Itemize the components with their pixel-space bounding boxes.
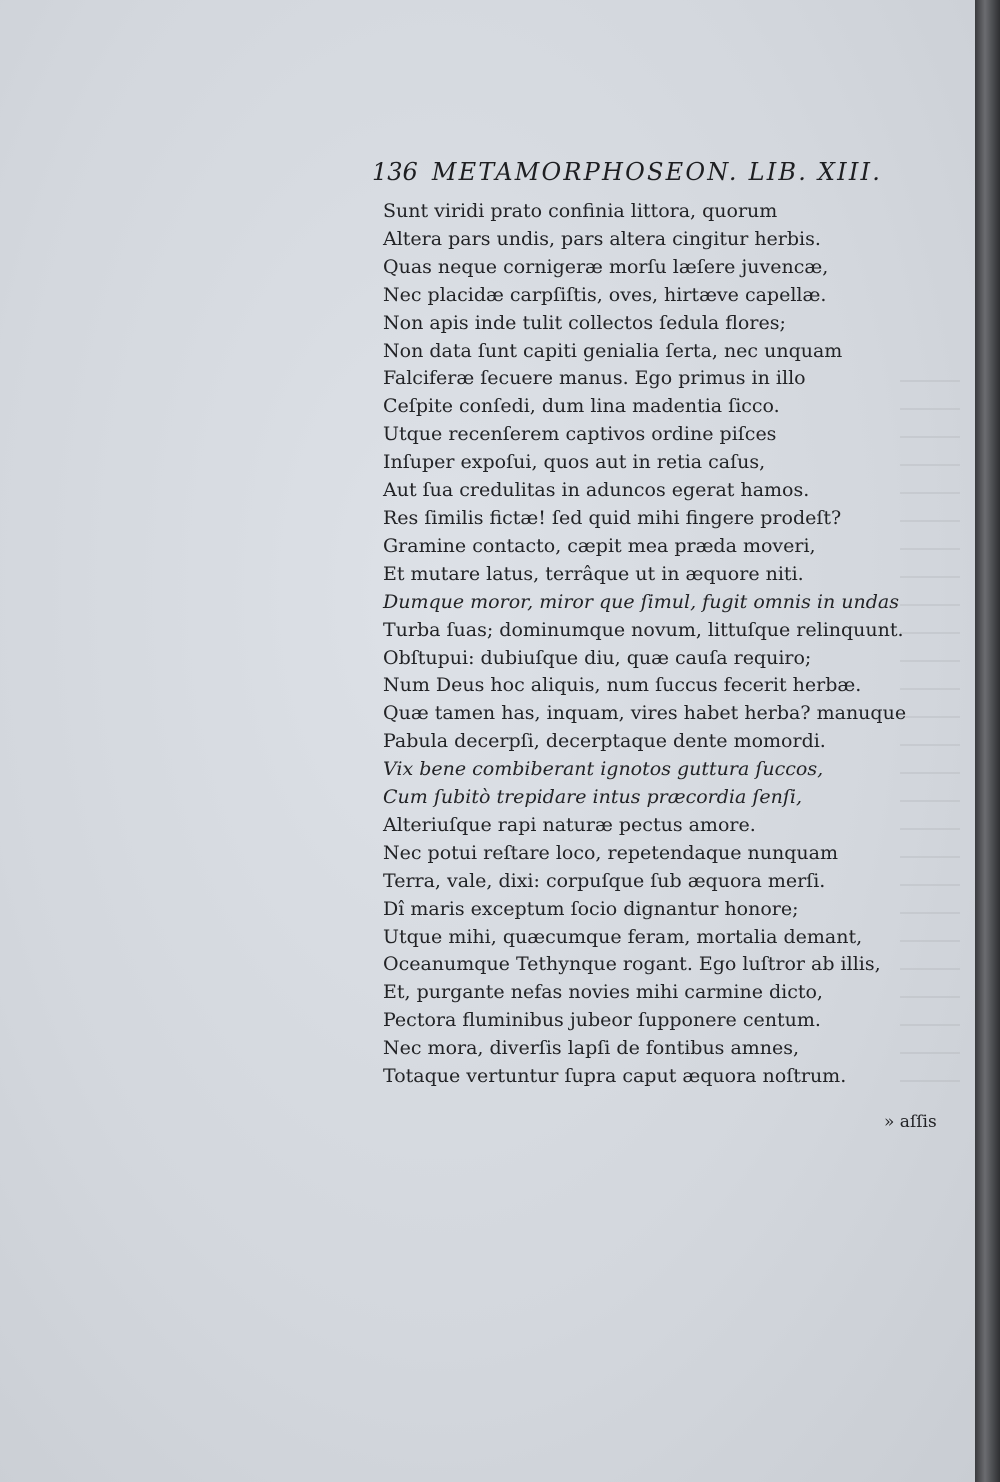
verse-line: Gramine contacto, cæpit mea præda moveri,	[383, 534, 816, 557]
verse-line: Ceſpite conſedi, dum lina madentia ſicco.	[383, 395, 780, 418]
verse-line: Nec mora, diverſis lapſi de fontibus amnes,	[383, 1037, 800, 1060]
running-header	[372, 158, 882, 186]
verse-line: Cum ſubitò trepidare intus præcordia ſenſi,	[383, 786, 803, 809]
verse-line: Et, purgante nefas novies mihi carmine dicto,	[383, 981, 823, 1004]
verse-line: Dumque moror, miror que ſimul, fugit omnis in undas	[383, 590, 899, 613]
verse-block	[383, 198, 906, 1091]
verse-line: Obſtupui: dubiuſque diu, quæ cauſa requiro;	[383, 646, 812, 669]
verse-line: Falciferæ ſecuere manus. Ego primus in illo	[383, 367, 806, 390]
verse-line: Utque mihi, quæcumque feram, mortalia demant,	[383, 925, 863, 948]
verse-line: Nec potui reſtare loco, repetendaque nunquam	[383, 841, 838, 864]
verse-line: Num Deus hoc aliquis, num ſuccus fecerit herbæ.	[383, 674, 862, 697]
verse-line: Totaque vertuntur ſupra caput æquora noſtrum.	[383, 1065, 847, 1088]
verse-line: Non data ſunt capiti genialia ſerta, nec unquam	[383, 339, 843, 362]
verse-line: Nec placidæ carpſiſtis, oves, hirtæve capellæ.	[383, 283, 827, 306]
verse-line: Et mutare latus, terrâque ut in æquore niti.	[383, 562, 804, 585]
verse-line: Altera pars undis, pars altera cingitur herbis.	[383, 227, 821, 250]
catchword: » aſſis	[884, 1112, 937, 1132]
verse-line: Inſuper expoſui, quos aut in retia caſus,	[383, 451, 766, 474]
book-spine	[975, 0, 1000, 1482]
verse-line: Res ſimilis fictæ! ſed quid mihi fingere prodeſt?	[383, 506, 842, 529]
verse-line: Dî maris exceptum ſocio dignantur honore;	[383, 897, 799, 920]
verse-line: Aut ſua credulitas in aduncos egerat hamos.	[383, 479, 810, 502]
show-through-text	[900, 380, 960, 1100]
verse-line: Sunt viridi prato confinia littora, quorum	[383, 200, 778, 222]
page-number: 136	[372, 158, 418, 186]
verse-line: Utque recenſerem captivos ordine piſces	[383, 423, 777, 446]
verse-line: Quæ tamen has, inquam, vires habet herba? manuque	[383, 702, 907, 725]
verse-line: Pectora fluminibus jubeor ſupponere centum.	[383, 1009, 821, 1032]
verse-line: Terra, vale, dixi: corpuſque ſub æquora merſi.	[383, 869, 826, 892]
verse-line: Alteriuſque rapi naturæ pectus amore.	[383, 813, 756, 836]
verse-line: Quas neque cornigeræ morſu læſere juvencæ,	[383, 255, 829, 278]
verse-line: Oceanumque Tethynque rogant. Ego luſtror ab illis,	[383, 953, 881, 976]
verse-line: Pabula decerpſi, decerptaque dente momordi.	[383, 730, 826, 753]
verse-line: Turba ſuas; dominumque novum, littuſque relinquunt.	[383, 618, 904, 641]
verse-line: Vix bene combiberant ignotos guttura ſuccos,	[383, 758, 824, 781]
verse-line: Non apis inde tulit collectos ſedula flores;	[383, 311, 786, 334]
running-title: METAMORPHOSEON. LIB. XIII.	[431, 158, 883, 186]
